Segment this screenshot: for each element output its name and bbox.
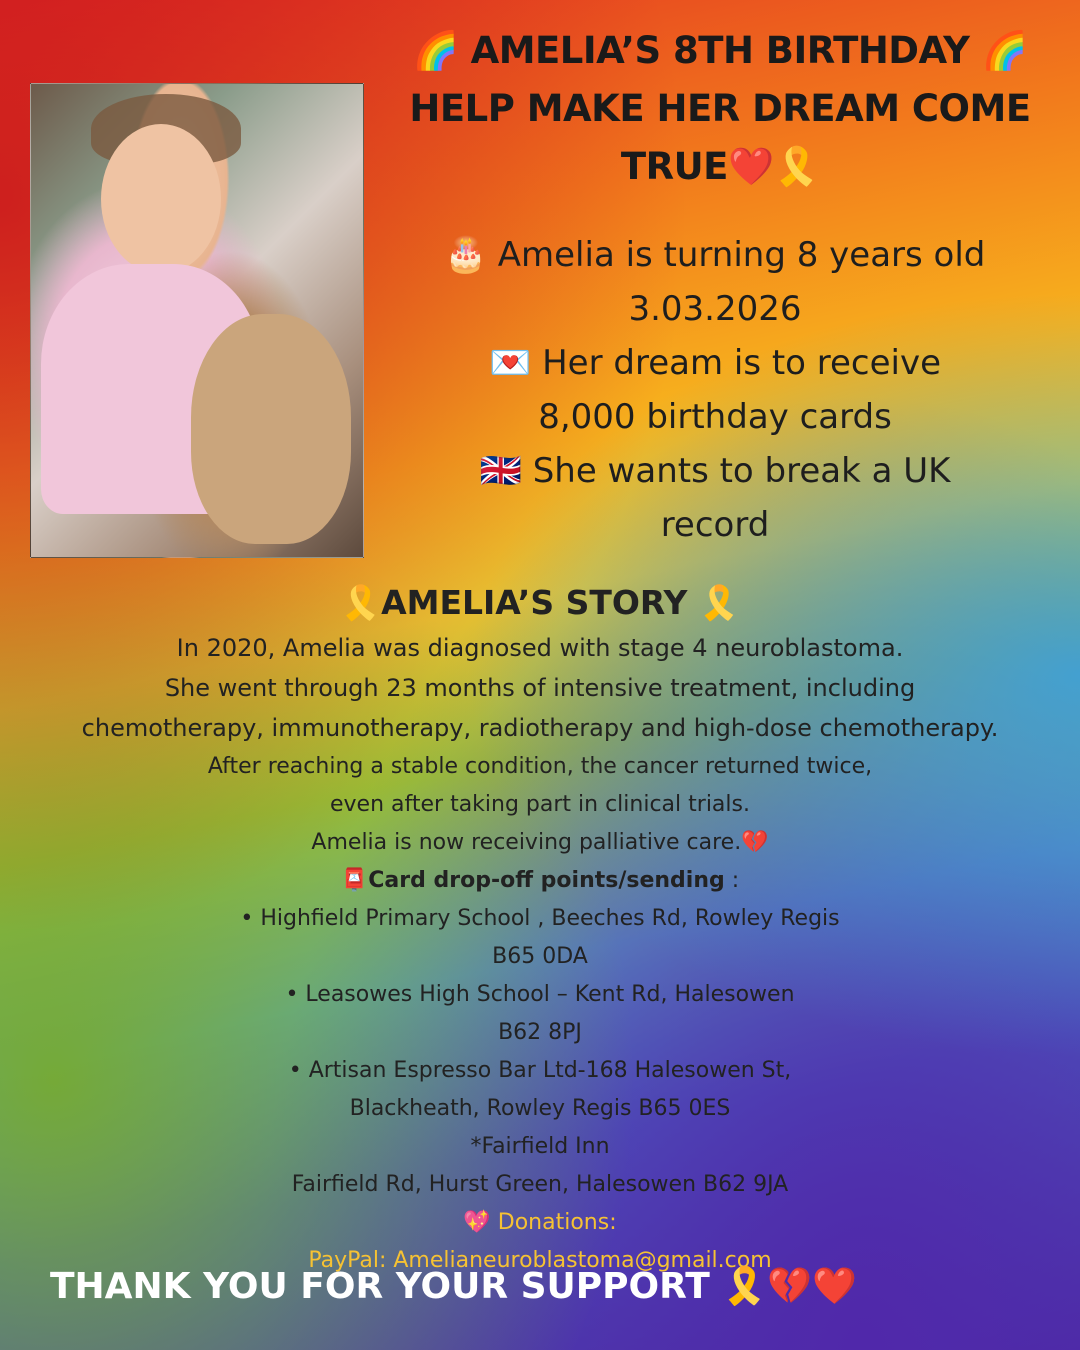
- story-line: She went through 23 months of intensive treatment, including: [164, 674, 916, 702]
- dropoff-heading: [20, 862, 1060, 900]
- thank-you-banner: THANK YOU FOR YOUR SUPPORT 🎗️💔❤️: [50, 1266, 857, 1307]
- dropoff-line: Fairfield Rd, Hurst Green, Halesowen B62 9JA: [291, 1172, 789, 1197]
- dropoff-line: • Highfield Primary School , Beeches Rd, Rowley Regis: [240, 906, 840, 931]
- story-line: Amelia is now receiving palliative care.💔: [311, 830, 769, 855]
- fact-line: 8,000 birthday cards: [538, 397, 892, 437]
- title-line-2: HELP MAKE HER DREAM COME: [409, 87, 1031, 130]
- birthday-facts: [380, 228, 1050, 552]
- fact-line: 🇬🇧 She wants to break a UK: [479, 451, 951, 491]
- story-line: After reaching a stable condition, the cancer returned twice,: [207, 754, 873, 779]
- story-line: even after taking part in clinical trials.: [330, 792, 750, 817]
- fact-line: record: [660, 505, 770, 545]
- dropoff-line: Blackheath, Rowley Regis B65 0ES: [349, 1096, 731, 1121]
- title-line-1: 🌈 AMELIA’S 8TH BIRTHDAY 🌈: [412, 29, 1028, 72]
- dropoff-heading-text: Card drop-off points/sending: [368, 868, 725, 893]
- fact-line: 💌 Her dream is to receive: [488, 343, 942, 383]
- story-line: chemotherapy, immunotherapy, radiotherapy and high-dose chemotherapy.: [81, 714, 999, 742]
- amelia-photo: [30, 83, 364, 558]
- story-line: In 2020, Amelia was diagnosed with stage 4 neuroblastoma.: [176, 634, 904, 662]
- paypal-email: PayPal: Amelianeuroblastoma@gmail.com: [308, 1248, 772, 1273]
- dropoff-heading-suffix: :: [724, 868, 740, 893]
- mailbox-icon: 📮: [340, 868, 369, 893]
- poster-title: [380, 22, 1060, 196]
- fact-line: 3.03.2026: [628, 289, 802, 329]
- dropoff-line: B62 8PJ: [498, 1020, 582, 1045]
- photo-face: [101, 124, 221, 274]
- story-section: [20, 578, 1060, 1280]
- dropoff-line: • Leasowes High School – Kent Rd, Halesowen: [285, 982, 795, 1007]
- story-heading: 🎗️AMELIA’S STORY 🎗️: [339, 583, 741, 622]
- title-line-3: TRUE❤️🎗️: [620, 145, 820, 188]
- dropoff-line: *Fairfield Inn: [470, 1134, 610, 1159]
- dropoff-line: B65 0DA: [492, 944, 588, 969]
- donations-label: 💖 Donations:: [463, 1210, 617, 1235]
- dropoff-line: • Artisan Espresso Bar Ltd-168 Halesowen St,: [288, 1058, 792, 1083]
- fact-line: 🎂 Amelia is turning 8 years old: [444, 235, 986, 275]
- photo-dog: [191, 314, 351, 544]
